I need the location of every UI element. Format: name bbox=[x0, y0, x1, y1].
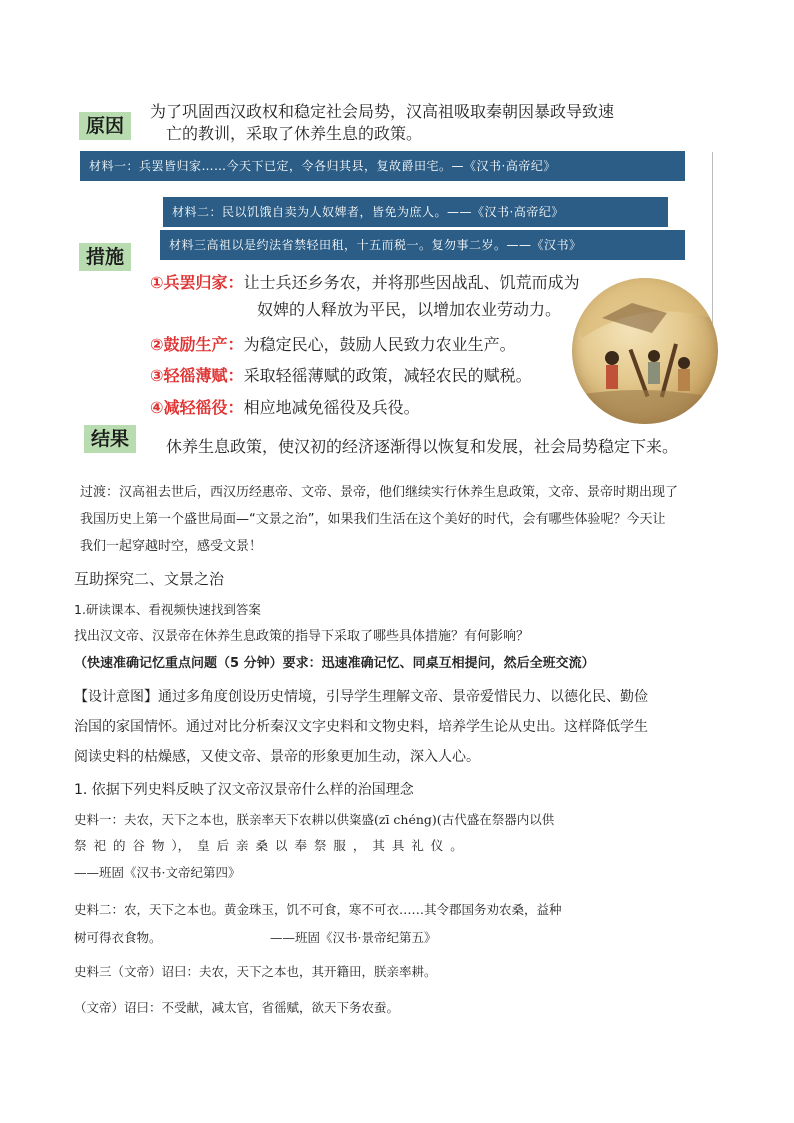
farming-painting-image bbox=[572, 278, 718, 424]
measure-text: 为稳定民心，鼓励人民致力农业生产。 bbox=[243, 335, 516, 354]
transition-line-3: 我们一起穿越时空，感受文景！ bbox=[80, 539, 263, 554]
result-tag: 结果 bbox=[84, 425, 136, 453]
painting-figures-icon bbox=[572, 278, 718, 424]
material-banner-1: 材料一：兵罢皆归家……今天下已定，令各归其县，复故爵田宅。—《汉书·高帝纪》 bbox=[80, 151, 685, 181]
requirement: （快速准确记忆重点问题（5 分钟）要求：迅速准确记忆、同桌互相提问，然后全班交流） bbox=[74, 656, 595, 671]
measures-tag: 措施 bbox=[79, 243, 131, 271]
source-2-citation: ——班固《汉书·景帝纪第五》 bbox=[270, 930, 437, 945]
measure-item bbox=[150, 362, 532, 389]
source-1-line-2: 祭 祀 的 谷 物 ）， 皇 后 亲 桑 以 奉 祭 服 ， 其 具 礼 仪 。 bbox=[74, 838, 463, 853]
question: 找出汉文帝、汉景帝在休养生息政策的指导下采取了哪些具体措施？有何影响？ bbox=[74, 629, 530, 644]
design-intent-line-3: 阅读史料的枯燥感，又使文帝、景帝的形象更加生动，深入人心。 bbox=[74, 749, 480, 765]
measure-label: ②鼓励生产： bbox=[150, 335, 244, 354]
measure-item bbox=[150, 394, 420, 421]
source-4: （文帝）诏曰：不受献，减太官，省徭赋，欲天下务农蚕。 bbox=[74, 1000, 400, 1015]
transition-line-1: 过渡：汉高祖去世后，西汉历经惠帝、文帝、景帝，他们继续实行休养生息政策，文帝、景帝时期出现了 bbox=[80, 485, 679, 500]
reason-tag: 原因 bbox=[79, 112, 131, 140]
source-1-line-1: 史料一：夫农，天下之本也，朕亲率天下农耕以供粢盛(zī chéng)(古代盛在祭器内以供 bbox=[74, 812, 555, 827]
side-rule bbox=[712, 152, 719, 352]
measure-item bbox=[150, 269, 580, 296]
material-banner-3: 材料三高祖以是约法省禁轻田租，十五而税一。复勿事二岁。——《汉书》 bbox=[160, 230, 685, 260]
source-3: 史料三（文帝）诏曰：夫农，天下之本也，其开籍田，朕亲率耕。 bbox=[74, 964, 437, 979]
question-1: 1. 依据下列史料反映了汉文帝汉景帝什么样的治国理念 bbox=[74, 782, 414, 798]
measure-label: ①兵罢归家： bbox=[150, 273, 244, 292]
design-intent-line-2: 治国的家国情怀。通过对比分析秦汉文字史料和文物史料，培养学生论从史出。这样降低学生 bbox=[74, 719, 648, 735]
material-banner-2: 材料二：民以饥饿自卖为人奴婢者，皆免为庶人。——《汉书·高帝纪》 bbox=[163, 197, 668, 227]
measure-text: 让士兵还乡务农，并将那些因战乱、饥荒而成为 bbox=[243, 273, 580, 292]
step-1: 1.研读课本、看视频快速找到答案 bbox=[74, 602, 261, 617]
measure-text: 相应地减免徭役及兵役。 bbox=[243, 398, 420, 417]
measure-text: 采取轻徭薄赋的政策，减轻农民的赋税。 bbox=[243, 366, 532, 385]
transition-line-2: 我国历史上第一个盛世局面—“文景之治”，如果我们生活在这个美好的时代，会有哪些体验呢？今天让 bbox=[80, 512, 666, 527]
source-1-citation: ——班固《汉书·文帝纪第四》 bbox=[74, 865, 241, 880]
source-2-line-1: 史料二：农，天下之本也。黄金珠玉，饥不可食，寒不可衣……其令郡国务劝农桑，益种 bbox=[74, 902, 562, 917]
design-intent-line-1: 【设计意图】通过多角度创设历史情境，引导学生理解文帝、景帝爱惜民力、以德化民、勤俭 bbox=[74, 689, 648, 705]
source-2-line-2: 树可得衣食物。 bbox=[74, 930, 162, 945]
measure-text: 奴婢的人释放为平民，以增加农业劳动力。 bbox=[257, 300, 562, 319]
measure-item bbox=[257, 296, 561, 323]
measure-item bbox=[150, 331, 516, 358]
reason-line-2: 亡的教训，采取了休养生息的政策。 bbox=[166, 124, 423, 143]
section-title: 互助探究二、文景之治 bbox=[74, 570, 225, 588]
measure-label: ③轻徭薄赋： bbox=[150, 366, 244, 385]
result-text: 休养生息政策，使汉初的经济逐渐得以恢复和发展，社会局势稳定下来。 bbox=[166, 437, 679, 456]
reason-line-1: 为了巩固西汉政权和稳定社会局势，汉高祖吸取秦朝因暴政导致速 bbox=[150, 102, 615, 121]
measure-label: ④减轻徭役： bbox=[150, 398, 244, 417]
